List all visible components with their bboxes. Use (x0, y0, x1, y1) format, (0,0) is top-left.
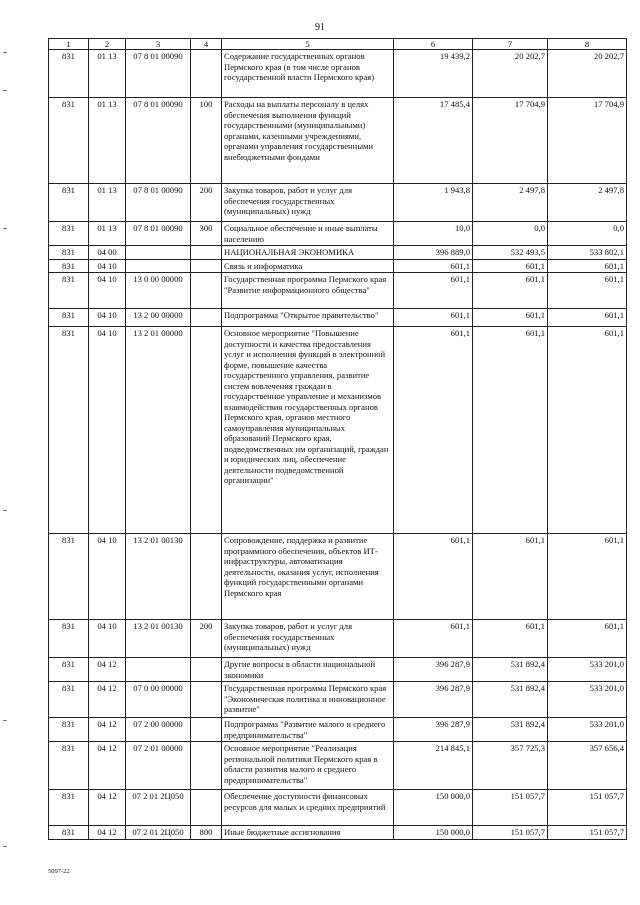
amount-year3-cell: 601,1 (548, 327, 627, 534)
table-row (49, 790, 627, 826)
section-code-cell: 04 12 (89, 742, 126, 790)
column-header-4: 4 (191, 39, 222, 50)
amount-year3-cell: 533 201,0 (548, 682, 627, 718)
page-number: 91 (315, 22, 325, 33)
admin-code-cell: 831 (49, 718, 89, 742)
target-article-cell: 07 2 01 2Ц050 (126, 790, 191, 826)
amount-year2-cell: 17 704,9 (473, 98, 548, 184)
description-cell: Социальное обеспечение и иные выплаты населению (222, 222, 394, 246)
section-code-cell: 04 10 (89, 259, 126, 272)
column-header-3: 3 (126, 39, 191, 50)
amount-year2-cell: 601,1 (473, 534, 548, 620)
amount-year2-cell: 531 892,4 (473, 718, 548, 742)
amount-year2-cell: 532 493,5 (473, 246, 548, 259)
amount-year3-cell: 533 201,0 (548, 658, 627, 682)
target-article-cell (126, 259, 191, 272)
target-article-cell: 07 8 01 00090 (126, 184, 191, 222)
section-code-cell: 01 13 (89, 222, 126, 246)
section-code-cell: 04 12 (89, 718, 126, 742)
section-code-cell: 01 13 (89, 184, 126, 222)
section-code-cell: 01 13 (89, 98, 126, 184)
amount-year1-cell: 601,1 (394, 259, 473, 272)
description-cell: Другие вопросы в области национальной экономики (222, 658, 394, 682)
target-article-cell: 13 2 01 00000 (126, 327, 191, 534)
amount-year1-cell: 396 889,0 (394, 246, 473, 259)
section-code-cell: 01 13 (89, 50, 126, 98)
table-row (49, 50, 627, 98)
target-article-cell: 13 0 00 00000 (126, 273, 191, 309)
amount-year2-cell: 601,1 (473, 259, 548, 272)
target-article-cell: 13 2 01 00130 (126, 534, 191, 620)
description-cell: Расходы на выплаты персоналу в целях обеспечения выполнения функций государственными (муниципальными) органами, казенными учреждениями, органами управления государственными внебюджетными фондами (222, 98, 394, 184)
column-header-1: 1 (49, 39, 89, 50)
description-cell: Содержание государственных органов Пермского края (в том числе органов государственной власти Пермского края) (222, 50, 394, 98)
description-cell: Обеспечение доступности финансовых ресурсов для малых и средних предприятий (222, 790, 394, 826)
admin-code-cell: 831 (49, 742, 89, 790)
description-cell: Основное мероприятие "Реализация региональной политики Пермского края в области развития малого и среднего предпринимательства" (222, 742, 394, 790)
expense-type-cell: 200 (191, 620, 222, 658)
amount-year2-cell: 531 892,4 (473, 658, 548, 682)
amount-year3-cell: 601,1 (548, 309, 627, 327)
admin-code-cell: 831 (49, 682, 89, 718)
amount-year1-cell: 601,1 (394, 309, 473, 327)
table-row (49, 259, 627, 272)
expense-type-cell: 300 (191, 222, 222, 246)
amount-year1-cell: 601,1 (394, 620, 473, 658)
table-row (49, 534, 627, 620)
target-article-cell: 07 8 01 00090 (126, 50, 191, 98)
admin-code-cell: 831 (49, 309, 89, 327)
amount-year1-cell: 601,1 (394, 327, 473, 534)
amount-year1-cell: 1 943,8 (394, 184, 473, 222)
description-cell: Закупка товаров, работ и услуг для обеспечения государственных (муниципальных) нужд (222, 620, 394, 658)
column-header-6: 6 (394, 39, 473, 50)
amount-year3-cell: 601,1 (548, 273, 627, 309)
amount-year2-cell: 601,1 (473, 273, 548, 309)
admin-code-cell: 831 (49, 790, 89, 826)
expense-type-cell (191, 534, 222, 620)
table-row (49, 309, 627, 327)
target-article-cell (126, 658, 191, 682)
section-code-cell: 04 12 (89, 826, 126, 839)
amount-year2-cell: 357 725,3 (473, 742, 548, 790)
description-cell: Сопровождение, поддержка и развитие программного обеспечения, объектов ИТ-инфраструктуры, автоматизация деятельности, оказания услуг, исполнения функций государственными органами Пермского края (222, 534, 394, 620)
expense-type-cell (191, 246, 222, 259)
amount-year1-cell: 214 845,1 (394, 742, 473, 790)
expense-type-cell (191, 50, 222, 98)
amount-year1-cell: 17 485,4 (394, 98, 473, 184)
description-cell: Подпрограмма "Открытое правительство" (222, 309, 394, 327)
table-row (49, 222, 627, 246)
amount-year2-cell: 0,0 (473, 222, 548, 246)
column-header-8: 8 (548, 39, 627, 50)
description-cell: Иные бюджетные ассигнования (222, 826, 394, 839)
table-row (49, 620, 627, 658)
admin-code-cell: 831 (49, 259, 89, 272)
amount-year2-cell: 601,1 (473, 327, 548, 534)
amount-year2-cell: 151 057,7 (473, 790, 548, 826)
table-row (49, 658, 627, 682)
column-header-5: 5 (222, 39, 394, 50)
amount-year2-cell: 601,1 (473, 620, 548, 658)
target-article-cell (126, 246, 191, 259)
header-row (49, 39, 627, 50)
amount-year1-cell: 10,0 (394, 222, 473, 246)
target-article-cell: 07 2 01 2Ц050 (126, 826, 191, 839)
admin-code-cell: 831 (49, 222, 89, 246)
section-code-cell: 04 10 (89, 620, 126, 658)
admin-code-cell: 831 (49, 98, 89, 184)
table-row (49, 273, 627, 309)
table-row (49, 246, 627, 259)
description-cell: Государственная программа Пермского края "Экономическая политика и инновационное развитие" (222, 682, 394, 718)
expense-type-cell: 100 (191, 98, 222, 184)
table-row (49, 682, 627, 718)
amount-year1-cell: 601,1 (394, 273, 473, 309)
budget-table (48, 38, 627, 840)
expense-type-cell (191, 790, 222, 826)
amount-year3-cell: 151 057,7 (548, 790, 627, 826)
expense-type-cell (191, 309, 222, 327)
column-header-2: 2 (89, 39, 126, 50)
admin-code-cell: 831 (49, 246, 89, 259)
amount-year3-cell: 17 704,9 (548, 98, 627, 184)
amount-year1-cell: 150 000,0 (394, 790, 473, 826)
section-code-cell: 04 10 (89, 309, 126, 327)
description-cell: Связь и информатика (222, 259, 394, 272)
target-article-cell: 07 2 01 00000 (126, 742, 191, 790)
amount-year1-cell: 601,1 (394, 534, 473, 620)
amount-year3-cell: 357 656,4 (548, 742, 627, 790)
amount-year1-cell: 396 287,9 (394, 682, 473, 718)
description-cell: Основное мероприятие "Повышение доступности и качества предоставления услуг и исполнения функций в электронной форме, повышение качества государственного управления, развитие систем вовлечения граждан в государственное управление и механизмов взаимодействия государственных органов Пермского края, органов местного самоуправления муниципальных образований Пермского края, подведомственных им организаций, граждан и юридических лиц, обеспечение деятельности подведомственной организации" (222, 327, 394, 534)
amount-year2-cell: 601,1 (473, 309, 548, 327)
footer-document-code: 5097-22 (48, 868, 70, 875)
target-article-cell: 13 2 01 00130 (126, 620, 191, 658)
expense-type-cell (191, 259, 222, 272)
description-cell: Закупка товаров, работ и услуг для обеспечения государственных (муниципальных) нужд (222, 184, 394, 222)
table-row (49, 184, 627, 222)
amount-year3-cell: 601,1 (548, 259, 627, 272)
amount-year2-cell: 20 202,7 (473, 50, 548, 98)
amount-year3-cell: 20 202,7 (548, 50, 627, 98)
expense-type-cell (191, 658, 222, 682)
admin-code-cell: 831 (49, 50, 89, 98)
amount-year3-cell: 0,0 (548, 222, 627, 246)
admin-code-cell: 831 (49, 658, 89, 682)
amount-year1-cell: 150 000,0 (394, 826, 473, 839)
amount-year2-cell: 531 892,4 (473, 682, 548, 718)
table-row (49, 327, 627, 534)
amount-year2-cell: 2 497,8 (473, 184, 548, 222)
amount-year3-cell: 601,1 (548, 534, 627, 620)
amount-year1-cell: 396 287,9 (394, 658, 473, 682)
amount-year3-cell: 2 497,8 (548, 184, 627, 222)
expense-type-cell (191, 718, 222, 742)
description-cell: Подпрограмма "Развитие малого и среднего предпринимательства" (222, 718, 394, 742)
amount-year1-cell: 396 287,9 (394, 718, 473, 742)
amount-year2-cell: 151 057,7 (473, 826, 548, 839)
description-cell: Государственная программа Пермского края "Развитие информационного общества" (222, 273, 394, 309)
description-cell: НАЦИОНАЛЬНАЯ ЭКОНОМИКА (222, 246, 394, 259)
admin-code-cell: 831 (49, 620, 89, 658)
table-row (49, 98, 627, 184)
expense-type-cell (191, 742, 222, 790)
admin-code-cell: 831 (49, 273, 89, 309)
amount-year1-cell: 19 439,2 (394, 50, 473, 98)
section-code-cell: 04 10 (89, 327, 126, 534)
table-row (49, 742, 627, 790)
section-code-cell: 04 12 (89, 682, 126, 718)
admin-code-cell: 831 (49, 184, 89, 222)
amount-year3-cell: 533 802,1 (548, 246, 627, 259)
admin-code-cell: 831 (49, 534, 89, 620)
target-article-cell: 07 8 01 00090 (126, 222, 191, 246)
amount-year3-cell: 601,1 (548, 620, 627, 658)
expense-type-cell (191, 273, 222, 309)
column-header-7: 7 (473, 39, 548, 50)
admin-code-cell: 831 (49, 826, 89, 839)
amount-year3-cell: 533 201,0 (548, 718, 627, 742)
amount-year3-cell: 151 057,7 (548, 826, 627, 839)
section-code-cell: 04 00 (89, 246, 126, 259)
expense-type-cell: 800 (191, 826, 222, 839)
target-article-cell: 07 2 00 00000 (126, 718, 191, 742)
section-code-cell: 04 12 (89, 658, 126, 682)
table-row (49, 718, 627, 742)
admin-code-cell: 831 (49, 327, 89, 534)
section-code-cell: 04 10 (89, 534, 126, 620)
expense-type-cell (191, 682, 222, 718)
table-row (49, 826, 627, 839)
expense-type-cell: 200 (191, 184, 222, 222)
section-code-cell: 04 12 (89, 790, 126, 826)
target-article-cell: 07 0 00 00000 (126, 682, 191, 718)
target-article-cell: 07 8 01 00090 (126, 98, 191, 184)
target-article-cell: 13 2 00 00000 (126, 309, 191, 327)
expense-type-cell (191, 327, 222, 534)
section-code-cell: 04 10 (89, 273, 126, 309)
